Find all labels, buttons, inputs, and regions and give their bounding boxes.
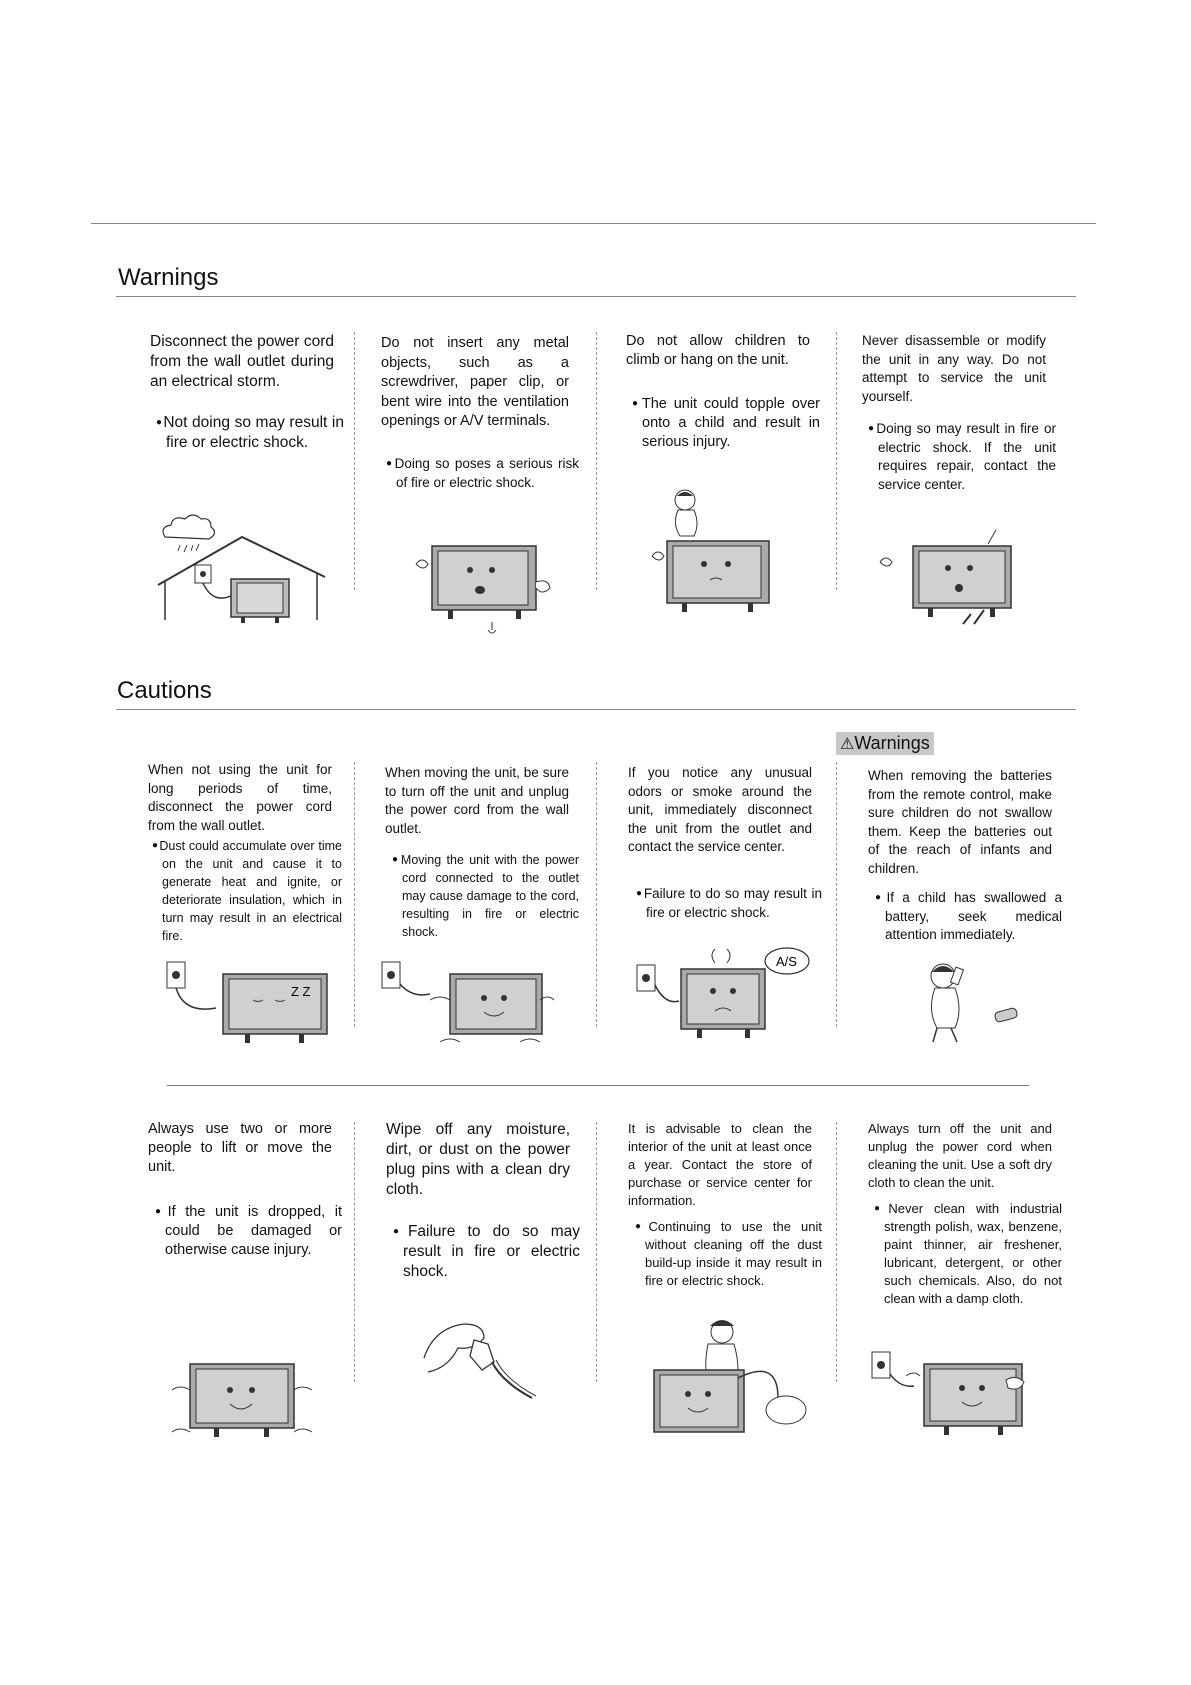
warning-4-bullet-text: Doing so may result in fire or electric shock. If the unit requires repair, contact the service center. bbox=[876, 421, 1056, 492]
warning-3-text: Do not allow children to climb or hang on the unit. bbox=[626, 333, 810, 368]
cautions-title: Cautions bbox=[117, 677, 212, 704]
smoking-tv-illustration bbox=[635, 945, 815, 1045]
middle-rule bbox=[167, 1085, 1029, 1086]
caution-8-bullet-text: Never clean with industrial strength polish, wax, benzene, paint thinner, air freshener, lubricant, detergent, or other such chemicals. Also, do not clean with a damp cloth. bbox=[884, 1201, 1063, 1306]
caution-2-bullet-text: Moving the unit with the power cord connected to the outlet may cause damage to the cord, resulting in fire or electric shock. bbox=[400, 853, 580, 939]
top-rule bbox=[91, 223, 1096, 224]
warning-1-bullet-text: Not doing so may result in fire or electric shock. bbox=[163, 414, 344, 451]
caution-6-bullet: ●Failure to do so may result in fire or electric shock. bbox=[393, 1223, 580, 1280]
separator bbox=[596, 1122, 597, 1382]
caution-4-text: When removing the batteries from the remote control, make sure children do not swallow them. Keep the batteries out of the reach of infants and children. bbox=[868, 768, 1052, 876]
warnings-tag-label: Warnings bbox=[854, 733, 930, 753]
warning-3-bullet: ●The unit could topple over onto a child and result in serious injury. bbox=[632, 396, 820, 450]
warnings-tag bbox=[836, 732, 934, 755]
child-climbing-illustration bbox=[650, 488, 780, 613]
warning-2-bullet: ●Doing so poses a serious risk of fire or electric shock. bbox=[386, 456, 579, 490]
warning-4-bullet: ●Doing so may result in fire or electric shock. If the unit requires repair, contact the service center. bbox=[868, 421, 1056, 492]
caution-6-text: Wipe off any moisture, dirt, or dust on the power plug pins with a clean dry cloth. bbox=[386, 1121, 570, 1198]
disassemble-illustration bbox=[878, 526, 1028, 631]
warning-1-text: Disconnect the power cord from the wall outlet during an electrical storm. bbox=[150, 333, 334, 390]
warning-2-bullet-text: Doing so poses a serious risk of fire or electric shock. bbox=[394, 456, 579, 490]
warnings-rule bbox=[116, 296, 1076, 297]
caution-2-text: When moving the unit, be sure to turn off the unit and unplug the power cord from the wall outlet. bbox=[385, 765, 569, 836]
caution-7-bullet-text: Continuing to use the unit without cleaning off the dust build-up inside it may result in fire or electric shock. bbox=[645, 1219, 822, 1288]
caution-7-text: It is advisable to clean the interior of the unit at least once a year. Contact the store of purchase or service center for information. bbox=[628, 1121, 812, 1208]
warning-triangle-icon: ⚠ bbox=[840, 736, 855, 753]
separator bbox=[836, 762, 837, 1027]
wipe-plug-illustration bbox=[420, 1318, 545, 1403]
caution-8-text: Always turn off the unit and unplug the power cord when cleaning the unit. Use a soft dry cloth to clean the unit. bbox=[868, 1121, 1052, 1190]
caution-7-bullet: ●Continuing to use the unit without cleaning off the dust build-up inside it may result in fire or electric shock. bbox=[635, 1219, 822, 1288]
child-battery-illustration bbox=[915, 960, 1025, 1050]
service-cleaning-illustration bbox=[652, 1318, 812, 1436]
warnings-title: Warnings bbox=[118, 264, 219, 291]
separator bbox=[836, 332, 837, 590]
sleep-mark: Z Z bbox=[291, 984, 311, 999]
caution-6-bullet-text: Failure to do so may result in fire or electric shock. bbox=[403, 1223, 580, 1280]
warning-1-bullet: ●Not doing so may result in fire or electric shock. bbox=[156, 414, 344, 451]
sleeping-tv-illustration bbox=[165, 960, 335, 1045]
caution-1-text: When not using the unit for long periods of time, disconnect the power cord from the wall outlet. bbox=[148, 762, 332, 833]
storm-house-illustration bbox=[155, 515, 330, 625]
caution-3-bullet: ●Failure to do so may result in fire or electric shock. bbox=[636, 886, 822, 920]
caution-3-text: If you notice any unusual odors or smoke around the unit, immediately disconnect the unit from the outlet and contact the service center. bbox=[628, 765, 812, 854]
caution-4-bullet: ●If a child has swallowed a battery, seek medical attention immediately. bbox=[875, 890, 1062, 942]
caution-5-bullet-text: If the unit is dropped, it could be damaged or otherwise cause injury. bbox=[165, 1204, 343, 1258]
caution-2-bullet: ●Moving the unit with the power cord connected to the outlet may cause damage to the cord, resulting in fire or electric shock. bbox=[392, 853, 580, 939]
separator bbox=[596, 762, 597, 1027]
tv-screwdriver-illustration bbox=[412, 542, 562, 637]
separator bbox=[596, 332, 597, 590]
moving-tv-illustration bbox=[380, 960, 555, 1050]
service-badge: A/S bbox=[776, 954, 797, 969]
caution-3-bullet-text: Failure to do so may result in fire or electric shock. bbox=[643, 886, 822, 920]
warning-3-bullet-text: The unit could topple over onto a child and result in serious injury. bbox=[641, 396, 820, 450]
separator bbox=[354, 762, 355, 1027]
caution-4-bullet-text: If a child has swallowed a battery, seek medical attention immediately. bbox=[885, 890, 1062, 942]
warning-2-text: Do not insert any metal objects, such as a screwdriver, paper clip, or bent wire into the ventilation openings or A/V terminals. bbox=[381, 335, 569, 429]
separator bbox=[354, 1122, 355, 1382]
caution-8-bullet: ●Never clean with industrial strength polish, wax, benzene, paint thinner, air freshener, lubricant, detergent, or other such chemicals. Also, do not clean with a damp cloth. bbox=[874, 1201, 1063, 1306]
caution-1-bullet: ●Dust could accumulate over time on the unit and cause it to generate heat and ignite, or deteriorate insulation, which in turn may result in an electrical fire. bbox=[152, 839, 342, 943]
caution-1-bullet-text: Dust could accumulate over time on the unit and cause it to generate heat and ignite, or deteriorate insulation, which in turn may result in an electrical fire. bbox=[159, 839, 342, 943]
warning-4-text: Never disassemble or modify the unit in any way. Do not attempt to service the unit yourself. bbox=[862, 333, 1046, 404]
unplug-clean-illustration bbox=[870, 1350, 1030, 1438]
caution-5-text: Always use two or more people to lift or move the unit. bbox=[148, 1121, 332, 1175]
separator bbox=[836, 1122, 837, 1382]
separator bbox=[354, 332, 355, 590]
cautions-rule bbox=[116, 709, 1076, 710]
two-people-lift-illustration bbox=[170, 1362, 315, 1440]
caution-5-bullet: ●If the unit is dropped, it could be damaged or otherwise cause injury. bbox=[155, 1204, 343, 1258]
